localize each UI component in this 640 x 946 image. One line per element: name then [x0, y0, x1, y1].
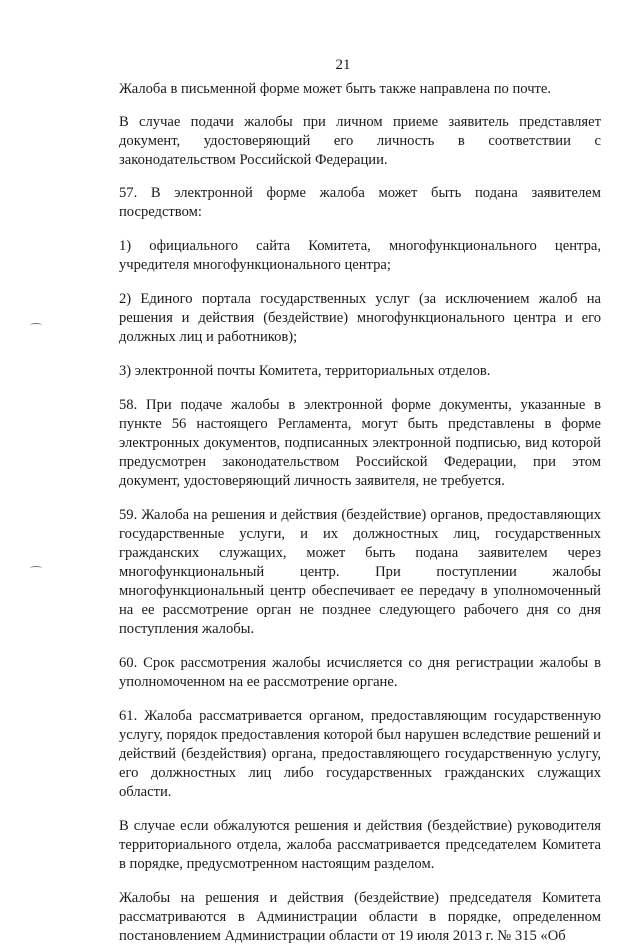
- paragraph: 61. Жалоба рассматривается органом, предоставляющим государственную услугу, порядок предоставления которой был нарушен вследствие решений и действий (бездействия) органа, предоставляющего государственную услугу, его должностных лиц либо государственных гражданских служащих области.: [119, 708, 601, 800]
- paragraph: В случае если обжалуются решения и действия (бездействие) руководителя территориального отдела, жалоба рассматривается председателем Комитета в порядке, предусмотренном настоящим разделом.: [119, 818, 601, 872]
- page-number: 21: [335, 57, 351, 73]
- paragraph: 3) электронной почты Комитета, территориальных отделов.: [119, 363, 491, 379]
- paragraph: 60. Срок рассмотрения жалобы исчисляется со дня регистрации жалобы в уполномоченном на ее рассмотрение органе.: [119, 655, 601, 690]
- paragraph: Жалобы на решения и действия (бездействие) председателя Комитета рассматриваются в Администрации области в порядке, определенном постановлением Администрации области от 19 июля 2013 г. № 315 «Об: [119, 890, 601, 944]
- paragraph: 58. При подаче жалобы в электронной форме документы, указанные в пункте 56 настоящего Регламента, могут быть представлены в форме электронных документов, подписанных электронной подписью, вид которой предусмотрен законодательством Российской Федерации, при этом документ, удостоверяющий личность заявителя, не требуется.: [119, 397, 601, 489]
- paragraph: Жалоба в письменной форме может быть также направлена по почте.: [119, 81, 552, 97]
- margin-mark: [30, 566, 42, 570]
- paragraph: 1) официального сайта Комитета, многофункционального центра, учредителя многофункционального центра;: [119, 238, 601, 273]
- document-body: [119, 80, 601, 946]
- paragraph: 57. В электронной форме жалоба может быть подана заявителем посредством:: [119, 185, 601, 220]
- paragraph: В случае подачи жалобы при личном приеме заявитель представляет документ, удостоверяющий его личность в соответствии с законодательством Российской Федерации.: [119, 114, 601, 168]
- paragraph: 59. Жалоба на решения и действия (бездействие) органов, предоставляющих государственные услуги, и их должностных лиц, государственных гражданских служащих, может быть подана заявителем через многофункциональный центр. При поступлении жалобы многофункциональный центр обеспечивает ее передачу в уполномоченный на ее рассмотрение орган не позднее следующего рабочего дня со дня поступления жалобы.: [119, 507, 601, 637]
- margin-mark: [30, 323, 42, 327]
- paragraph: 2) Единого портала государственных услуг (за исключением жалоб на решения и действия (бездействие) многофункционального центра и его должных лиц и работников);: [119, 291, 601, 345]
